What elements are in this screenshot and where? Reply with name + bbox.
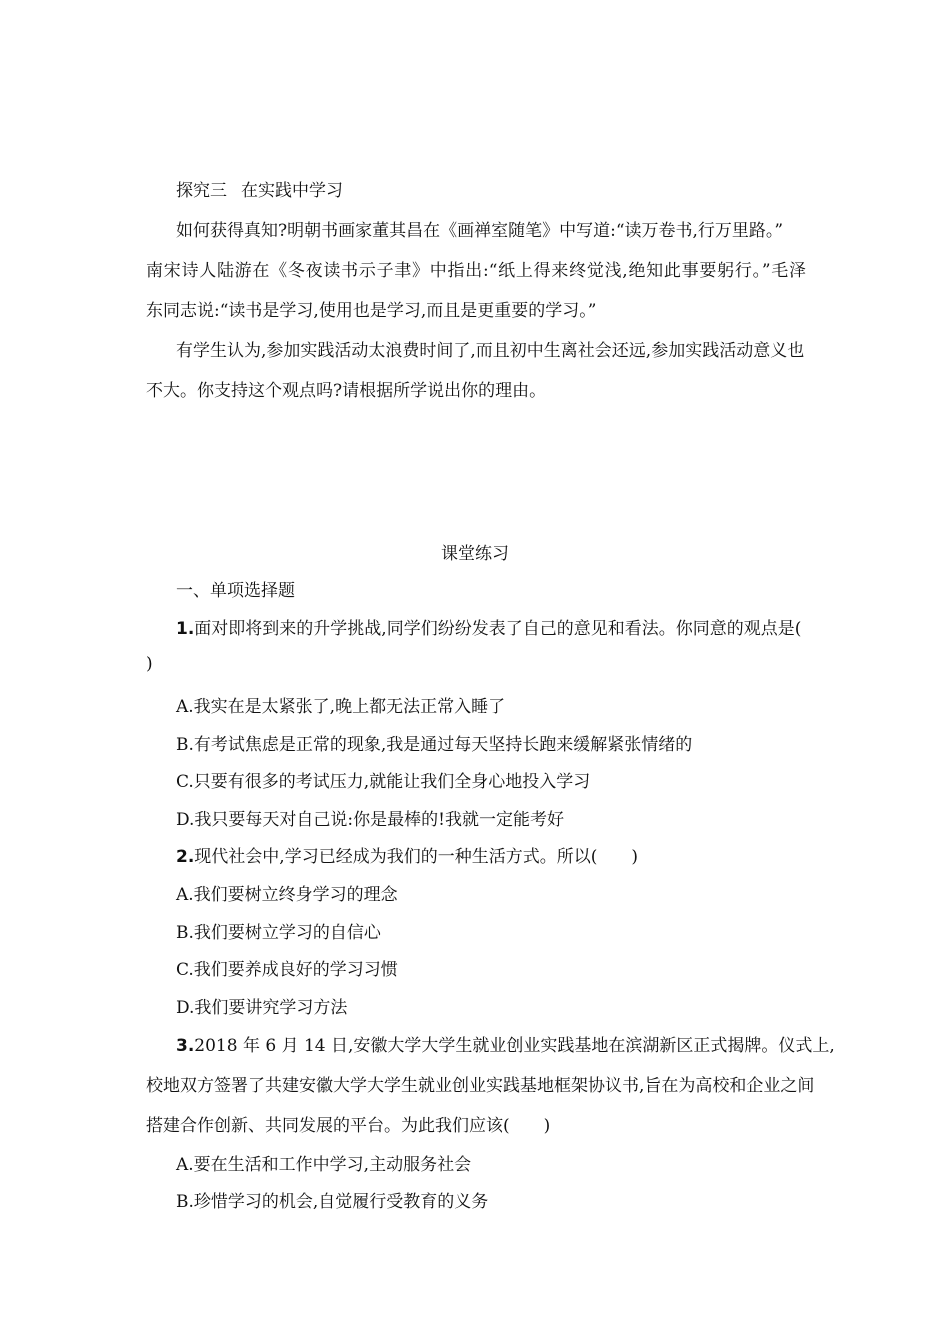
question-1-option-a: A.我实在是太紧张了,晚上都无法正常入睡了 bbox=[176, 697, 506, 717]
question-3-stem-line-1: 3.2018 年 6 月 14 日,安徽大学大学生就业创业实践基地在滨湖新区正式揭牌。仪式上, bbox=[176, 1036, 835, 1056]
question-3-option-b: B.珍惜学习的机会,自觉履行受教育的义务 bbox=[176, 1192, 489, 1212]
question-2-option-b: B.我们要树立学习的自信心 bbox=[176, 923, 381, 943]
explore-paragraph-2-line-2: 不大。你支持这个观点吗?请根据所学说出你的理由。 bbox=[146, 381, 547, 401]
explore-label: 探究三 bbox=[176, 181, 227, 201]
explore-paragraph-1-line-1: 如何获得真知?明朝书画家董其昌在《画禅室随笔》中写道:“读万卷书,行万里路。” bbox=[176, 221, 784, 241]
question-1-stem-line-2: ) bbox=[146, 654, 153, 674]
question-3-stem-line-2: 校地双方签署了共建安徽大学大学生就业创业实践基地框架协议书,旨在为高校和企业之间 bbox=[146, 1076, 815, 1096]
question-1-option-b: B.有考试焦虑是正常的现象,我是通过每天坚持长跑来缓解紧张情绪的 bbox=[176, 735, 693, 755]
section-heading: 一、单项选择题 bbox=[176, 581, 295, 601]
question-1-number: 1. bbox=[176, 619, 195, 639]
question-3-option-a: A.要在生活和工作中学习,主动服务社会 bbox=[176, 1155, 472, 1175]
question-2-option-d: D.我们要讲究学习方法 bbox=[176, 998, 348, 1018]
explore-paragraph-1-line-3: 东同志说:“读书是学习,使用也是学习,而且是更重要的学习。” bbox=[146, 301, 597, 321]
question-2-stem: 2.现代社会中,学习已经成为我们的一种生活方式。所以( ) bbox=[176, 847, 638, 867]
question-2-option-c: C.我们要养成良好的学习习惯 bbox=[176, 960, 398, 980]
question-3-stem-line-3: 搭建合作创新、共同发展的平台。为此我们应该( ) bbox=[146, 1116, 551, 1136]
question-3-number: 3. bbox=[176, 1036, 195, 1056]
question-1-option-c: C.只要有很多的考试压力,就能让我们全身心地投入学习 bbox=[176, 772, 591, 792]
explore-paragraph-2-line-1: 有学生认为,参加实践活动太浪费时间了,而且初中生离社会还远,参加实践活动意义也 bbox=[176, 341, 805, 361]
question-1-option-d: D.我只要每天对自己说:你是最棒的!我就一定能考好 bbox=[176, 810, 564, 830]
question-1-stem-line-1: 1.面对即将到来的升学挑战,同学们纷纷发表了自己的意见和看法。你同意的观点是( bbox=[176, 619, 802, 639]
exercise-title: 课堂练习 bbox=[441, 544, 509, 564]
explore-paragraph-1-line-2: 南宋诗人陆游在《冬夜读书示子聿》中指出:“纸上得来终觉浅,绝知此事要躬行。”毛泽 bbox=[146, 261, 806, 281]
explore-heading bbox=[176, 176, 343, 201]
question-2-option-a: A.我们要树立终身学习的理念 bbox=[176, 885, 398, 905]
question-2-number: 2. bbox=[176, 847, 195, 867]
explore-title: 在实践中学习 bbox=[241, 181, 343, 201]
